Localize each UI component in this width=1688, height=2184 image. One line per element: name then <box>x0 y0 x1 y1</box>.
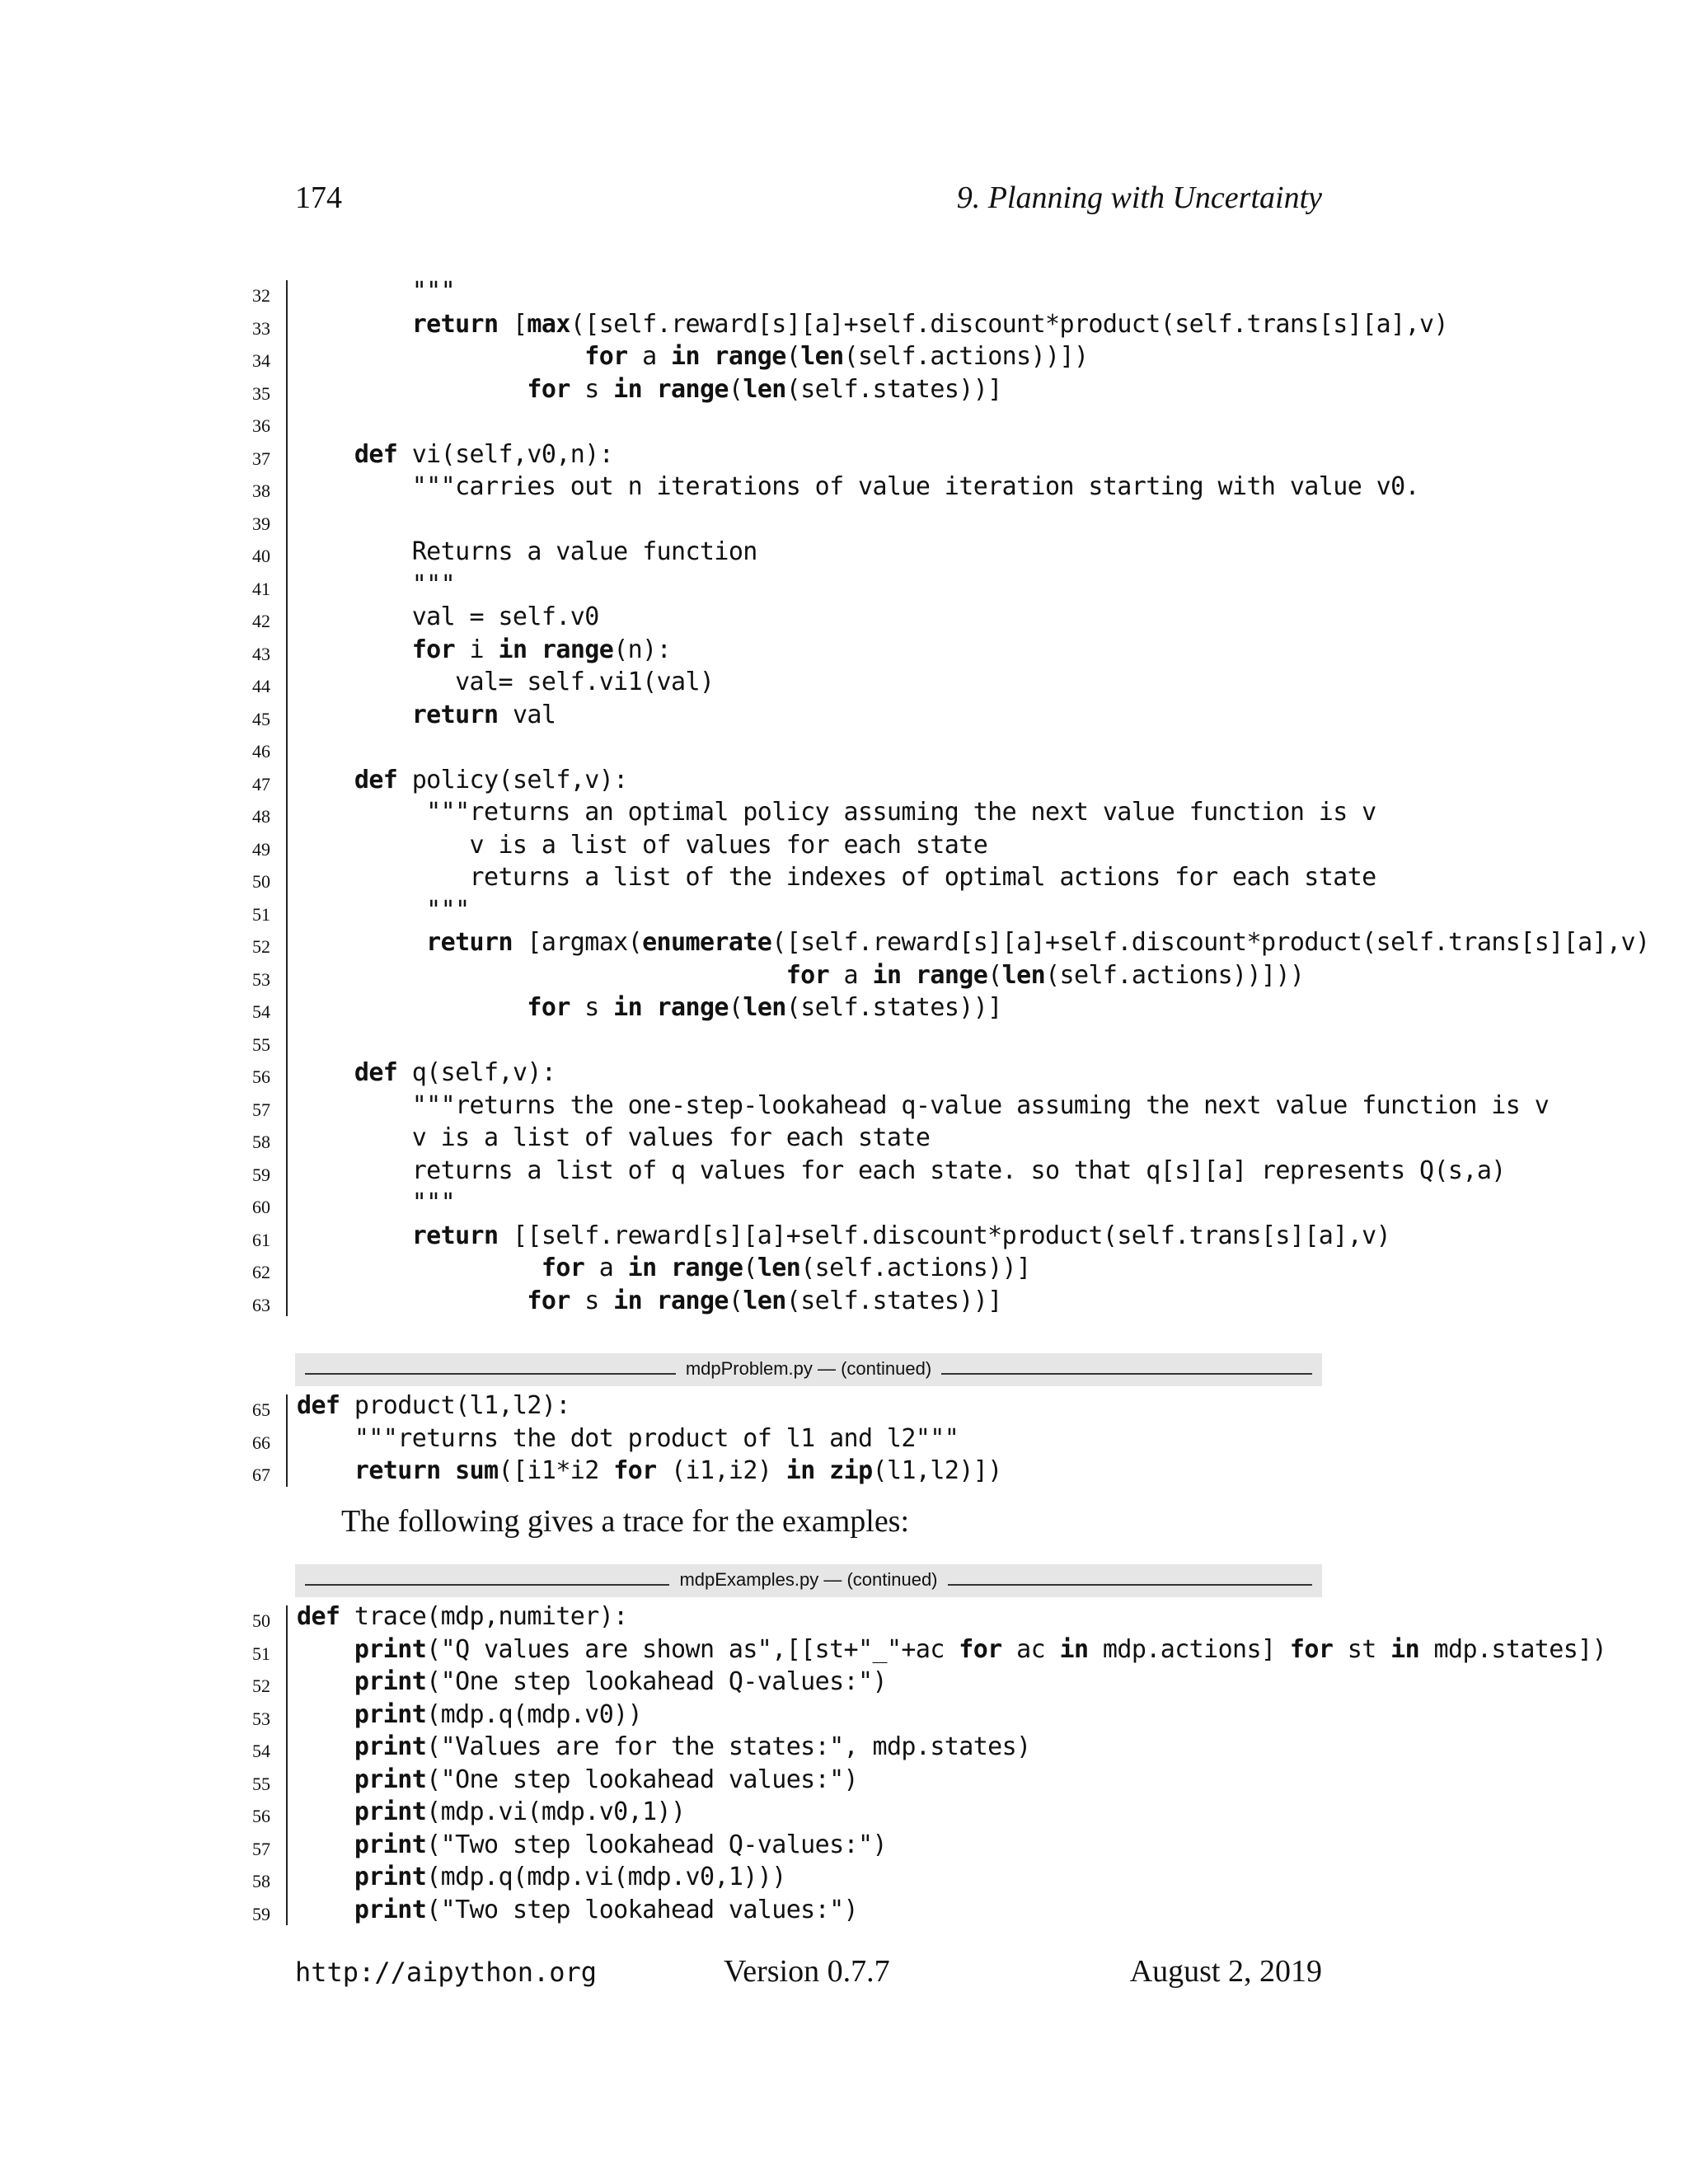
code-keyword: for <box>613 1456 657 1485</box>
code-segment <box>297 1863 354 1891</box>
code-keyword: def <box>297 1602 340 1631</box>
code-segment: """carries out n iterations of value iteration starting with value v0. <box>297 472 1419 501</box>
code-text <box>297 471 1419 504</box>
line-number: 65 <box>252 1399 270 1420</box>
line-number: 54 <box>252 1741 270 1761</box>
code-keyword: for <box>1289 1634 1334 1664</box>
code-keyword: def <box>354 765 398 794</box>
line-number: 38 <box>252 480 270 501</box>
code-segment: product(l1,l2): <box>340 1391 570 1420</box>
code-keyword: return <box>411 700 499 729</box>
footer-version: Version 0.7.7 <box>724 1954 890 1989</box>
code-segment: ("One step lookahead values:") <box>426 1765 859 1794</box>
code-text <box>297 1455 1002 1488</box>
code-text <box>297 1764 858 1797</box>
code-text <box>297 796 1376 829</box>
footer-url-link[interactable]: http://aipython.org <box>295 1957 598 1988</box>
code-segment: (self.states))] <box>785 1286 1002 1315</box>
code-text <box>297 764 628 797</box>
page-header <box>295 180 1322 229</box>
code-segment <box>901 961 915 990</box>
code-keyword: len <box>743 374 786 404</box>
line-number: 42 <box>252 611 270 631</box>
code-segment: returns a list of q values for each state. so that q[s][a] represents Q(s,a) <box>297 1155 1506 1185</box>
line-number: 50 <box>252 871 270 892</box>
code-segment <box>657 1254 671 1282</box>
code-segment: returns a list of the indexes of optimal actions for each state <box>297 863 1376 892</box>
line-number: 48 <box>252 806 270 827</box>
code-segment: ([self.reward[s][a]+self.discount*product(self.trans[s][a],v) <box>570 309 1448 339</box>
code-segment <box>297 1830 354 1859</box>
code-text <box>297 991 1002 1024</box>
code-segment <box>815 1456 829 1485</box>
code-segment: (mdp.q(mdp.vi(mdp.v0,1))) <box>426 1863 786 1891</box>
code-keyword: for <box>527 1286 570 1315</box>
code-segment <box>297 1667 354 1696</box>
code-segment: (n): <box>613 635 672 664</box>
code-segment: """returns an optimal policy assuming the next value function is v <box>297 798 1376 827</box>
code-text <box>297 959 1304 992</box>
code-text <box>297 373 1002 406</box>
code-keyword: in <box>872 960 902 990</box>
code-text <box>297 1252 1031 1285</box>
code-segment <box>297 1797 354 1826</box>
code-segment <box>642 993 656 1022</box>
line-number: 60 <box>252 1197 270 1217</box>
code-segment: val = self.v0 <box>297 602 599 631</box>
code-keyword: len <box>743 993 786 1022</box>
line-number: 55 <box>252 1773 270 1794</box>
code-keyword: zip <box>829 1456 873 1485</box>
line-number: 56 <box>252 1806 270 1826</box>
line-number: 34 <box>252 350 270 371</box>
line-number: 62 <box>252 1262 270 1282</box>
code-block-3-gutter-line <box>286 1605 288 1925</box>
line-number: 51 <box>252 903 270 925</box>
code-keyword: in <box>1390 1634 1420 1664</box>
code-keyword: for <box>959 1634 1002 1664</box>
code-keyword: print <box>354 1732 427 1761</box>
code-segment: [ <box>498 309 528 339</box>
code-segment: val= self.vi1(val) <box>297 668 715 696</box>
code-keyword: return <box>354 1456 441 1485</box>
code-keyword: print <box>354 1895 427 1924</box>
code-text <box>297 340 1088 373</box>
code-keyword: print <box>354 1797 427 1826</box>
code-segment: (self.states))] <box>785 993 1002 1022</box>
line-number: 51 <box>252 1643 270 1664</box>
code-keyword: range <box>656 374 729 404</box>
line-number: 37 <box>252 448 270 469</box>
code-keyword: return <box>426 928 513 957</box>
code-keyword: print <box>354 1863 427 1891</box>
code-segment: [argmax( <box>512 928 643 957</box>
code-segment <box>297 1286 527 1315</box>
code-text <box>297 894 470 927</box>
code-keyword: range <box>656 1286 729 1315</box>
code-text <box>297 1861 786 1894</box>
code-keyword: for <box>411 635 456 664</box>
code-text <box>297 699 556 732</box>
code-segment: ( <box>728 1286 743 1315</box>
line-number: 47 <box>252 773 270 794</box>
code-segment <box>297 1058 354 1087</box>
code-keyword: in <box>627 1254 657 1282</box>
code-segment: """returns the one-step-lookahead q-value assuming the next value function is v <box>297 1090 1550 1120</box>
line-number: 61 <box>252 1229 270 1250</box>
line-number: 67 <box>252 1465 270 1485</box>
code-segment: (mdp.q(mdp.v0)) <box>426 1699 643 1729</box>
code-text <box>297 1601 628 1633</box>
line-number: 43 <box>252 643 270 664</box>
line-number: 56 <box>252 1066 270 1087</box>
code-segment <box>527 635 541 664</box>
code-segment: a <box>829 960 873 990</box>
code-keyword: print <box>354 1830 427 1859</box>
code-segment: ([self.reward[s][a]+self.discount*product(self.trans[s][a],v) <box>771 928 1650 957</box>
code-keyword: return <box>411 309 499 339</box>
code-segment: s <box>570 993 614 1022</box>
code-segment <box>297 310 412 339</box>
banner-rule-right <box>948 1584 1312 1586</box>
code-segment <box>441 1456 455 1485</box>
page-number: 174 <box>295 180 342 215</box>
code-text <box>297 634 671 667</box>
code-keyword: return <box>411 1221 499 1250</box>
code-keyword: range <box>915 960 988 990</box>
code-keyword: in <box>613 374 643 404</box>
code-segment: v is a list of values for each state <box>297 830 988 860</box>
code-keyword: max <box>527 309 570 339</box>
code-segment <box>297 1765 354 1794</box>
code-text <box>297 1220 1390 1253</box>
code-segment <box>297 1254 542 1282</box>
code-segment <box>297 635 412 664</box>
code-keyword: print <box>354 1765 427 1794</box>
code-keyword: for <box>541 1254 585 1282</box>
code-segment: policy(self,v): <box>397 765 628 794</box>
code-text <box>297 1894 858 1927</box>
code-segment <box>297 1635 354 1664</box>
page-footer <box>295 1953 1322 1994</box>
banner-rule-right <box>941 1373 1312 1375</box>
code-keyword: def <box>297 1391 340 1420</box>
code-keyword: for <box>527 993 570 1022</box>
code-segment: (self.actions))] <box>800 1254 1031 1282</box>
code-keyword: range <box>656 993 729 1022</box>
code-text <box>297 1187 455 1220</box>
code-text <box>297 829 987 862</box>
code-text <box>297 569 455 602</box>
code-segment: ( <box>728 374 743 404</box>
code-segment: """ <box>297 1188 456 1217</box>
line-number: 50 <box>252 1610 270 1631</box>
code-keyword: in <box>785 1456 815 1485</box>
line-number: 54 <box>252 1001 270 1022</box>
code-segment: """returns the dot product of l1 and l2""" <box>297 1423 959 1453</box>
line-number: 45 <box>252 708 270 729</box>
code-keyword: for <box>527 374 570 404</box>
code-text <box>297 438 613 471</box>
code-segment <box>642 375 656 404</box>
code-keyword: range <box>714 342 786 371</box>
code-text <box>297 275 455 308</box>
code-segment: (mdp.vi(mdp.v0,1)) <box>426 1797 686 1826</box>
code-segment <box>700 342 714 371</box>
code-text <box>297 1731 1031 1764</box>
line-number: 39 <box>252 513 270 534</box>
line-number: 53 <box>252 968 270 990</box>
line-number: 52 <box>252 936 270 957</box>
code-keyword: range <box>671 1254 743 1282</box>
code-keyword: def <box>354 1058 398 1087</box>
code-keyword: in <box>613 993 643 1022</box>
code-segment: a <box>627 342 672 371</box>
line-number: 66 <box>252 1432 270 1453</box>
chapter-title: 9. Planning with Uncertainty <box>956 180 1322 215</box>
banner-label: mdpExamples.py — (continued) <box>674 1569 942 1590</box>
line-number: 32 <box>252 285 270 306</box>
line-number: 53 <box>252 1708 270 1729</box>
code-segment <box>297 375 527 404</box>
prose-paragraph: The following gives a trace for the examples: <box>341 1504 910 1539</box>
code-segment: q(self,v): <box>397 1058 556 1087</box>
code-segment <box>297 1732 354 1761</box>
code-segment: (i1,i2) <box>656 1456 786 1485</box>
code-keyword: in <box>671 342 700 371</box>
code-keyword: sum <box>455 1456 499 1485</box>
code-block-2-gutter-line <box>286 1394 288 1487</box>
line-number: 57 <box>252 1838 270 1859</box>
code-text <box>297 1666 887 1699</box>
code-segment <box>297 1221 412 1250</box>
code-segment <box>297 1896 354 1924</box>
code-text <box>297 601 599 634</box>
code-keyword: for <box>785 960 830 990</box>
line-number: 46 <box>252 741 270 762</box>
line-number: 57 <box>252 1099 270 1120</box>
code-segment: ("Q values are shown as",[[st+"_"+ac <box>426 1634 959 1664</box>
code-text <box>297 1796 685 1829</box>
line-number: 63 <box>252 1294 270 1315</box>
code-segment <box>297 440 354 469</box>
code-keyword: print <box>354 1634 427 1664</box>
code-segment: ([i1*i2 <box>498 1456 614 1485</box>
code-segment: mdp.actions] <box>1088 1634 1290 1664</box>
line-number: 44 <box>252 676 270 696</box>
code-segment: ("Two step lookahead Q-values:") <box>426 1830 887 1859</box>
code-keyword: len <box>1001 960 1046 990</box>
code-text <box>297 1699 642 1732</box>
code-keyword: range <box>541 635 614 664</box>
code-text <box>297 1633 1606 1666</box>
line-number: 40 <box>252 546 270 566</box>
code-segment <box>297 342 584 371</box>
code-segment <box>297 766 354 794</box>
footer-date: August 2, 2019 <box>1129 1954 1322 1989</box>
code-segment: a <box>584 1254 628 1282</box>
code-text <box>297 1285 1002 1318</box>
code-keyword: for <box>584 342 628 371</box>
file-banner-mdpexamples <box>295 1564 1322 1597</box>
code-text <box>297 1057 556 1090</box>
code-segment: """ <box>297 569 456 599</box>
line-number: 59 <box>252 1164 270 1185</box>
code-segment: ( <box>785 342 801 371</box>
code-keyword: len <box>743 1286 786 1315</box>
line-number: 58 <box>252 1132 270 1152</box>
code-segment: (self.actions))]) <box>843 342 1089 371</box>
code-segment <box>297 1700 354 1729</box>
banner-label: mdpProblem.py — (continued) <box>681 1358 936 1379</box>
code-block-1-gutter-line <box>286 280 288 1316</box>
code-segment: Returns a value function <box>297 537 757 566</box>
line-number: 35 <box>252 382 270 404</box>
code-segment <box>297 993 527 1022</box>
code-keyword: def <box>354 439 398 469</box>
line-number: 59 <box>252 1903 270 1924</box>
file-banner-mdpproblem <box>295 1353 1322 1386</box>
code-segment: ( <box>728 993 743 1022</box>
code-segment: trace(mdp,numiter): <box>340 1602 628 1631</box>
line-number: 36 <box>252 415 270 436</box>
code-keyword: print <box>354 1667 427 1696</box>
line-number: 41 <box>252 578 270 599</box>
code-segment: i <box>455 635 499 664</box>
code-segment: """ <box>297 277 456 306</box>
code-segment <box>642 1286 656 1315</box>
code-segment: val <box>498 700 556 729</box>
code-segment: s <box>570 1286 614 1315</box>
code-segment: ("Values are for the states:", mdp.states) <box>426 1732 1031 1761</box>
line-number: 55 <box>252 1033 270 1055</box>
code-segment: (self.actions))])) <box>1045 960 1305 990</box>
code-text <box>297 536 757 569</box>
code-keyword: len <box>800 342 844 371</box>
code-text <box>297 1155 1506 1188</box>
code-segment: ac <box>1001 1634 1060 1664</box>
code-segment: ( <box>743 1254 757 1282</box>
code-segment: [[self.reward[s][a]+self.discount*product(self.trans[s][a],v) <box>498 1221 1391 1250</box>
code-segment <box>297 961 786 990</box>
code-segment <box>297 928 426 957</box>
code-segment <box>297 701 412 729</box>
code-text <box>297 1090 1549 1122</box>
code-keyword: in <box>498 635 528 664</box>
code-keyword: print <box>354 1699 427 1729</box>
code-segment: mdp.states]) <box>1419 1634 1607 1664</box>
code-segment: v is a list of values for each state <box>297 1123 931 1152</box>
code-text <box>297 861 1376 894</box>
code-text <box>297 1829 887 1862</box>
line-number: 52 <box>252 1675 270 1696</box>
code-keyword: enumerate <box>642 928 772 957</box>
code-segment: (l1,l2)]) <box>872 1456 1002 1485</box>
code-segment: """ <box>297 895 470 925</box>
code-text <box>297 1122 930 1155</box>
code-text <box>297 666 714 699</box>
code-segment: st <box>1333 1634 1391 1664</box>
code-segment: (self.states))] <box>785 374 1002 404</box>
code-keyword: in <box>1059 1634 1089 1664</box>
code-segment: ("Two step lookahead values:") <box>426 1895 859 1924</box>
code-text <box>297 308 1448 341</box>
code-keyword: in <box>613 1286 643 1315</box>
line-number: 49 <box>252 838 270 860</box>
code-segment: ( <box>987 960 1002 990</box>
code-text <box>297 1422 959 1455</box>
code-keyword: len <box>757 1254 801 1282</box>
line-number: 58 <box>252 1871 270 1891</box>
line-number: 33 <box>252 317 270 339</box>
code-segment: ("One step lookahead Q-values:") <box>426 1667 887 1696</box>
code-segment: vi(self,v0,n): <box>397 439 614 469</box>
code-text <box>297 1390 570 1422</box>
code-text <box>297 926 1649 959</box>
code-segment: s <box>570 374 614 404</box>
code-segment <box>297 1456 354 1485</box>
